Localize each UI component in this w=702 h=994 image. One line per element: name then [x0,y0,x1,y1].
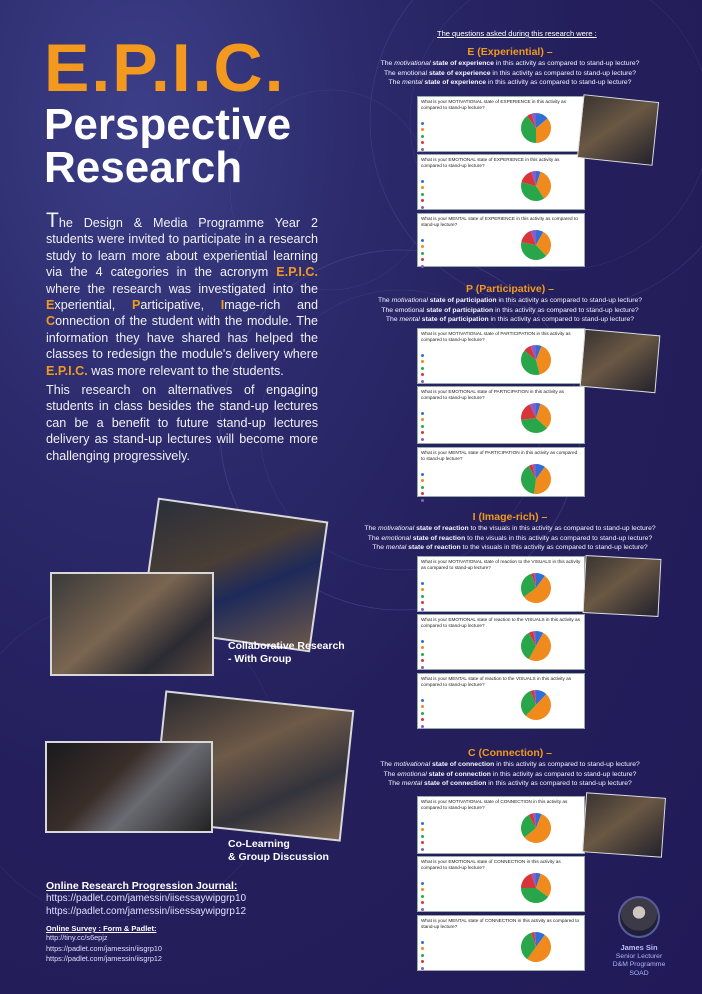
panel-legend [421,178,496,211]
legend-dot [421,888,424,891]
panel-legend [421,697,496,730]
legend-item [421,887,496,894]
question-line: The emotional state of connection in this activity as compared to stand-up lecture? [383,770,637,778]
legend-item [421,497,496,504]
legend-item [421,946,496,953]
legend-dot [421,705,424,708]
legend-item [421,244,496,251]
legend-dot [421,431,424,434]
legend-dot [421,245,424,248]
legend-item [421,146,496,153]
legend-item [421,127,496,134]
journal-title: Online Research Progression Journal: [46,880,238,892]
legend-dot [421,486,424,489]
legend-item [421,959,496,966]
legend-item [421,478,496,485]
legend-item [421,484,496,491]
legend-dot [421,380,424,383]
side-photo-4 [582,792,666,857]
survey-result-panel [417,556,585,612]
legend-dot [421,908,424,911]
legend-dot [421,967,424,970]
legend-dot [421,699,424,702]
legend-item [421,471,496,478]
colearn-caption: Co-Learning & Group Discussion [228,838,329,863]
author-block [606,944,672,978]
panel-legend [421,237,496,270]
panel-legend [421,820,496,853]
legend-dot [421,122,424,125]
research-journal [46,880,326,918]
survey-result-panel [417,614,585,670]
legend-item [421,263,496,270]
legend-item [421,710,496,717]
legend-item [421,430,496,437]
legend-item [421,133,496,140]
legend-dot [421,595,424,598]
legend-dot [421,848,424,851]
legend-dot [421,882,424,885]
author-school: SOAD [629,969,649,977]
legend-dot [421,239,424,242]
panel-legend [421,352,496,385]
legend-dot [421,373,424,376]
survey-result-panel [417,673,585,729]
legend-item [421,965,496,972]
legend-item [421,423,496,430]
section-title: P (Participative) – [466,283,554,295]
legend-dot [421,499,424,502]
legend-item [421,606,496,613]
section-experiential [360,45,660,88]
panel-question: What is your MENTAL state of EXPERIENCE in this activity as compared to stand-up lecture? [421,216,578,227]
pie-chart [520,402,552,434]
legend-dot [421,666,424,669]
author-role: Senior Lecturer [615,952,663,960]
survey-link-3[interactable]: https://padlet.com/jamessin/iisgrp12 [46,954,162,963]
legend-item [421,880,496,887]
panel-question: What is your MOTIVATIONAL state of PARTICIPATION in this activity as compared to stand-up lecture? [421,331,571,342]
legend-dot [421,418,424,421]
question-line: The motivational state of connection in this activity as compared to stand-up lecture? [380,761,640,768]
legend-dot [421,206,424,209]
panel-question: What is your MENTAL state of PARTICIPATION in this activity as compared to stand-up lecture? [421,450,578,461]
pie-chart [520,112,552,144]
legend-item [421,378,496,385]
author-name: James Sin [620,943,658,952]
legend-dot [421,653,424,656]
question-line: The emotional state of reaction to the visuals in this activity as compared to stand-up lecture? [367,534,653,542]
survey-result-panel [417,386,585,444]
legend-dot [421,901,424,904]
legend-dot [421,186,424,189]
pie-chart [520,931,552,963]
panel-question: What is your MOTIVATIONAL state of reaction to the VISUALS in this activity as compared to stand-up lecture? [421,559,581,570]
section-title: I (Image-rich) – [472,511,548,523]
legend-item [421,658,496,665]
question-line: The mental state of connection in this activity as compared to stand-up lecture? [388,780,632,788]
author-avatar [618,896,660,938]
survey-link-1[interactable]: http://tiny.cc/s6epjz [46,933,108,942]
legend-item [421,178,496,185]
pie-chart [520,170,552,202]
legend-item [421,237,496,244]
legend-item [421,833,496,840]
panel-question: What is your MOTIVATIONAL state of EXPERIENCE in this activity as compared to stand-up lecture? [421,99,567,110]
question-line: The emotional state of participation in this activity as compared to stand-up lecture? [381,306,639,314]
legend-dot [421,180,424,183]
legend-dot [421,941,424,944]
legend-item [421,359,496,366]
panel-legend [421,880,496,913]
legend-item [421,140,496,147]
panel-legend [421,410,496,443]
legend-item [421,191,496,198]
legend-dot [421,354,424,357]
legend-item [421,417,496,424]
legend-dot [421,841,424,844]
survey-result-panel [417,856,585,912]
legend-dot [421,608,424,611]
question-line: The mental state of participation in this activity as compared to stand-up lecture? [385,316,635,324]
question-line: The mental state of experience in this activity as compared to stand-up lecture? [388,79,632,87]
legend-item [421,697,496,704]
legend-item [421,906,496,913]
panel-legend [421,580,496,613]
legend-item [421,198,496,205]
legend-item [421,638,496,645]
legend-item [421,651,496,658]
legend-item [421,645,496,652]
legend-dot [421,135,424,138]
section-participative [360,282,660,325]
legend-item [421,593,496,600]
survey-result-panel [417,154,585,210]
collab-caption: Collaborative Research - With Group [228,640,345,665]
legend-dot [421,718,424,721]
legend-dot [421,141,424,144]
question-line: The emotional state of experience in this activity as compared to stand-up lecture? [384,69,636,77]
legend-dot [421,360,424,363]
survey-title: Online Survey : Form & Padlet: [46,924,157,933]
legend-item [421,827,496,834]
panel-legend [421,120,496,153]
pie-chart [520,463,552,495]
legend-item [421,365,496,372]
survey-result-panel [417,447,585,497]
panel-question: What is your EMOTIONAL state of PARTICIPATION in this activity as compared to stand-up lecture? [421,389,565,400]
legend-dot [421,412,424,415]
legend-item [421,820,496,827]
pie-chart [520,689,552,721]
question-line: The motivational state of experience in this activity as compared to stand-up lecture? [380,60,640,67]
legend-item [421,664,496,671]
panel-question: What is your MENTAL state of CONNECTION in this activity as compared to stand-up lecture? [421,918,580,929]
legend-dot [421,659,424,662]
legend-dot [421,367,424,370]
intro-paragraph: The Design & Media Programme Year 2 students were invited to participate in a research study to learn more about experiential learning via the 4 categories in the acronym E.P.I.C. where the research was investigated into the Experiential, Participative, Image-rich and Connection of the student with the module. The information they have shared has helped the classes to redesign the module's delivery where E.P.I.C. was more relevant to the students. [46,209,318,378]
legend-item [421,250,496,257]
survey-result-panel [417,796,585,854]
section-connection [360,746,660,789]
legend-dot [421,473,424,476]
panel-question: What is your EMOTIONAL state of EXPERIENCE in this activity as compared to stand-up lecture? [421,157,560,168]
legend-dot [421,582,424,585]
pie-chart [520,812,552,844]
survey-result-panel [417,213,585,267]
legend-dot [421,822,424,825]
legend-item [421,120,496,127]
legend-dot [421,725,424,728]
legend-item [421,372,496,379]
legend-dot [421,646,424,649]
legend-item [421,587,496,594]
legend-dot [421,148,424,151]
legend-dot [421,960,424,963]
legend-dot [421,712,424,715]
question-line: The motivational state of participation in this activity as compared to stand-up lecture? [377,297,643,304]
panel-legend [421,939,496,972]
pie-chart [520,229,552,261]
question-line: The mental state of reaction to the visuals in this activity as compared to stand-up lecture? [372,544,648,552]
legend-item [421,204,496,211]
intro-paragraph-2: This research on alternatives of engaging students in class besides the stand-up lectures can be a benefit to future stand-up lectures delivery as stand-up lectures will become more challenging progressively. [46,383,318,463]
section-title: E (Experiential) – [467,46,553,58]
legend-item [421,436,496,443]
question-line: The motivational state of reaction to the visuals in this activity as compared to stand-up lecture? [364,525,656,532]
legend-dot [421,265,424,268]
survey-result-panel [417,96,585,152]
side-photo-3 [583,555,662,617]
legend-item [421,939,496,946]
survey-result-panel [417,915,585,971]
legend-item [421,410,496,417]
legend-item [421,580,496,587]
journal-link-2[interactable]: https://padlet.com/jamessin/iisessaywipgrp12 [46,906,247,917]
legend-item [421,717,496,724]
legend-item [421,900,496,907]
legend-item [421,491,496,498]
legend-item [421,257,496,264]
panel-legend [421,638,496,671]
panel-question: What is your EMOTIONAL state of reaction to the VISUALS in this activity as compared to stand-up lecture? [421,617,581,628]
legend-item [421,352,496,359]
legend-dot [421,895,424,898]
legend-dot [421,640,424,643]
legend-dot [421,252,424,255]
legend-item [421,893,496,900]
legend-item [421,723,496,730]
legend-dot [421,479,424,482]
section-title: C (Connection) – [468,747,552,759]
pie-chart [520,630,552,662]
side-photo-1 [577,94,659,166]
author-programme: D&M Programme [612,961,666,968]
legend-dot [421,828,424,831]
online-survey [46,924,286,965]
legend-dot [421,425,424,428]
panel-legend [421,471,496,504]
survey-link-2[interactable]: https://padlet.com/jamessin/iisgrp10 [46,943,162,953]
drop-cap: T [46,209,59,232]
legend-dot [421,835,424,838]
poster-subtitle-2: Research [44,143,243,192]
pie-chart [520,572,552,604]
side-photo-2 [580,329,661,393]
legend-dot [421,258,424,261]
legend-item [421,600,496,607]
pie-chart [520,872,552,904]
legend-dot [421,954,424,957]
panel-question: What is your MENTAL state of reaction to the VISUALS in this activity as compared to stand-up lecture? [421,676,572,687]
journal-link-1[interactable]: https://padlet.com/jamessin/iisessaywipgrp10 [46,893,247,904]
legend-dot [421,128,424,131]
legend-dot [421,947,424,950]
legend-dot [421,492,424,495]
legend-dot [421,438,424,441]
legend-item [421,952,496,959]
legend-item [421,185,496,192]
legend-item [421,846,496,853]
panel-question: What is your MOTIVATIONAL state of CONNECTION in this activity as compared to stand-up lecture? [421,799,568,810]
legend-item [421,840,496,847]
panel-question: What is your EMOTIONAL state of CONNECTION in this activity as compared to stand-up lecture? [421,859,561,870]
poster-title: E.P.I.C. [44,30,286,106]
legend-dot [421,588,424,591]
survey-result-panel [417,328,585,384]
classroom-photo-2 [50,572,214,676]
legend-dot [421,199,424,202]
legend-dot [421,193,424,196]
pie-chart [520,344,552,376]
legend-dot [421,601,424,604]
classroom-photo-4 [45,741,213,833]
legend-item [421,704,496,711]
poster-subtitle: Perspective [44,100,292,149]
questions-heading: The questions asked during this research were : [437,29,597,38]
section-image-rich [360,510,660,553]
